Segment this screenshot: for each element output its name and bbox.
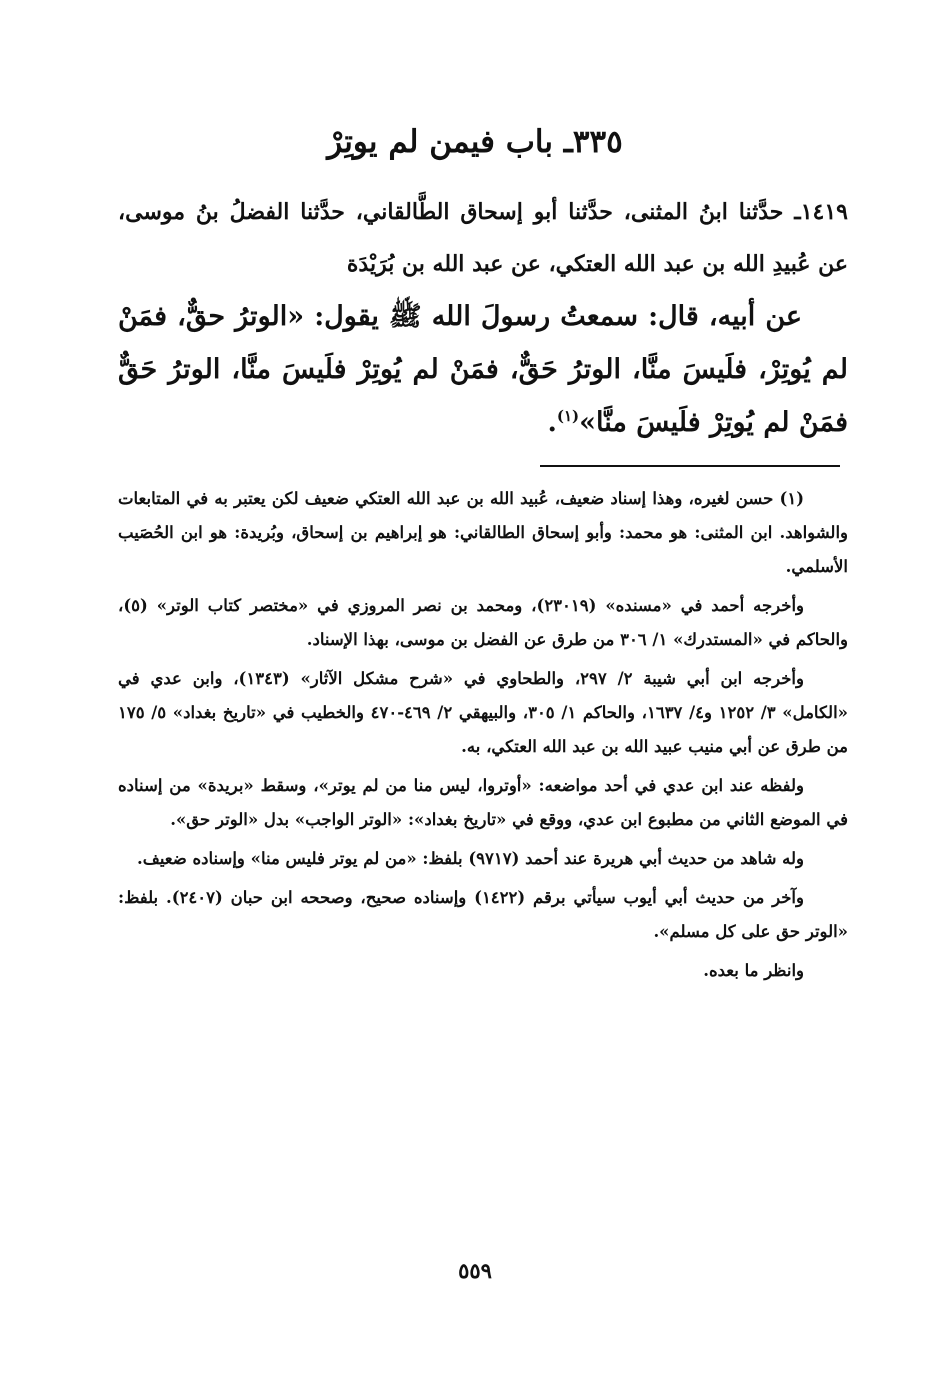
footnotes-section <box>118 482 848 993</box>
page-number: ٥٥٩ <box>458 1258 492 1283</box>
hadith-text-block <box>118 290 848 449</box>
footnote-paragraph: ولفظه عند ابن عدي في أحد مواضعه: «أوتروا، ليس منا من لم يوتر»، وسقط «بريدة» من إسناده في الموضع الثاني من مطبوع ابن عدي، ووقع في «تاريخ بغداد»: «الوتر الواجب» بدل «الوتر حق». <box>118 776 848 829</box>
footnote-marker[interactable]: (١) <box>556 407 580 425</box>
hadith-isnad: ١٤١٩ـ حدَّثنا ابنُ المثنى، حدَّثنا أبو إسحاق الطَّالقاني، حدَّثنا الفضلُ بنُ موسى، عن عُبيدِ الله بن عبد الله العتكي، عن عبد الله بن بُرَيْدَة <box>118 199 848 277</box>
footnote-paragraph: وانظر ما بعده. <box>703 961 804 980</box>
footnote-paragraph: وأخرجه ابن أبي شيبة ٢/ ٢٩٧، والطحاوي في «شرح مشكل الآثار» (١٣٤٣)، وابن عدي في «الكامل» ٣/ ١٢٥٢ و٤/ ١٦٣٧، والحاكم ١/ ٣٠٥، والبيهقي ٢/ ٤٦٩-٤٧٠ والخطيب في «تاريخ بغداد» ٥/ ١٧٥ من طرق عن أبي منيب عبيد الله بن عبد الله العتكي، به. <box>118 669 848 756</box>
chapter-title: ٣٣٥ـ باب فيمن لم يوتِرْ <box>327 124 623 160</box>
hadith-ending: . <box>547 407 557 438</box>
hadith-text: عن أبيه، قال: سمعتُ رسولَ الله ﷺ يقول: «الوترُ حقٌّ، فمَنْ لم يُوتِرْ، فلَيسَ منَّا، الوترُ حَقٌّ، فمَنْ لم يُوتِرْ فلَيسَ منَّا، الوترُ حَقٌّ فمَنْ لم يُوتِرْ فلَيسَ منَّا» <box>118 301 848 438</box>
footnote-separator <box>540 465 840 467</box>
footnote-paragraph: وآخر من حديث أبي أيوب سيأتي برقم (١٤٢٢) وإسناده صحيح، وصححه ابن حبان (٢٤٠٧). بلفظ: «الوتر حق على كل مسلم». <box>118 888 848 941</box>
footnote-paragraph: (١) حسن لغيره، وهذا إسناد ضعيف، عُبيد الله بن عبد الله العتكي ضعيف لكن يعتبر به في المتابعات والشواهد. ابن المثنى: هو محمد: وأبو إسحاق الطالقاني: هو إبراهيم بن إسحاق، وبُريدة: هو ابن الحُصَيب الأسلمي. <box>118 489 848 576</box>
footnote-paragraph: وأخرجه أحمد في «مسنده» (٢٣٠١٩)، ومحمد بن نصر المروزي في «مختصر كتاب الوتر» (٥)، والحاكم في «المستدرك» ١/ ٣٠٦ من طرق عن الفضل بن موسى، بهذا الإسناد. <box>118 596 848 649</box>
footnote-paragraph: وله شاهد من حديث أبي هريرة عند أحمد (٩٧١٧) بلفظ: «من لم يوتر فليس منا» وإسناده ضعيف. <box>137 849 804 868</box>
